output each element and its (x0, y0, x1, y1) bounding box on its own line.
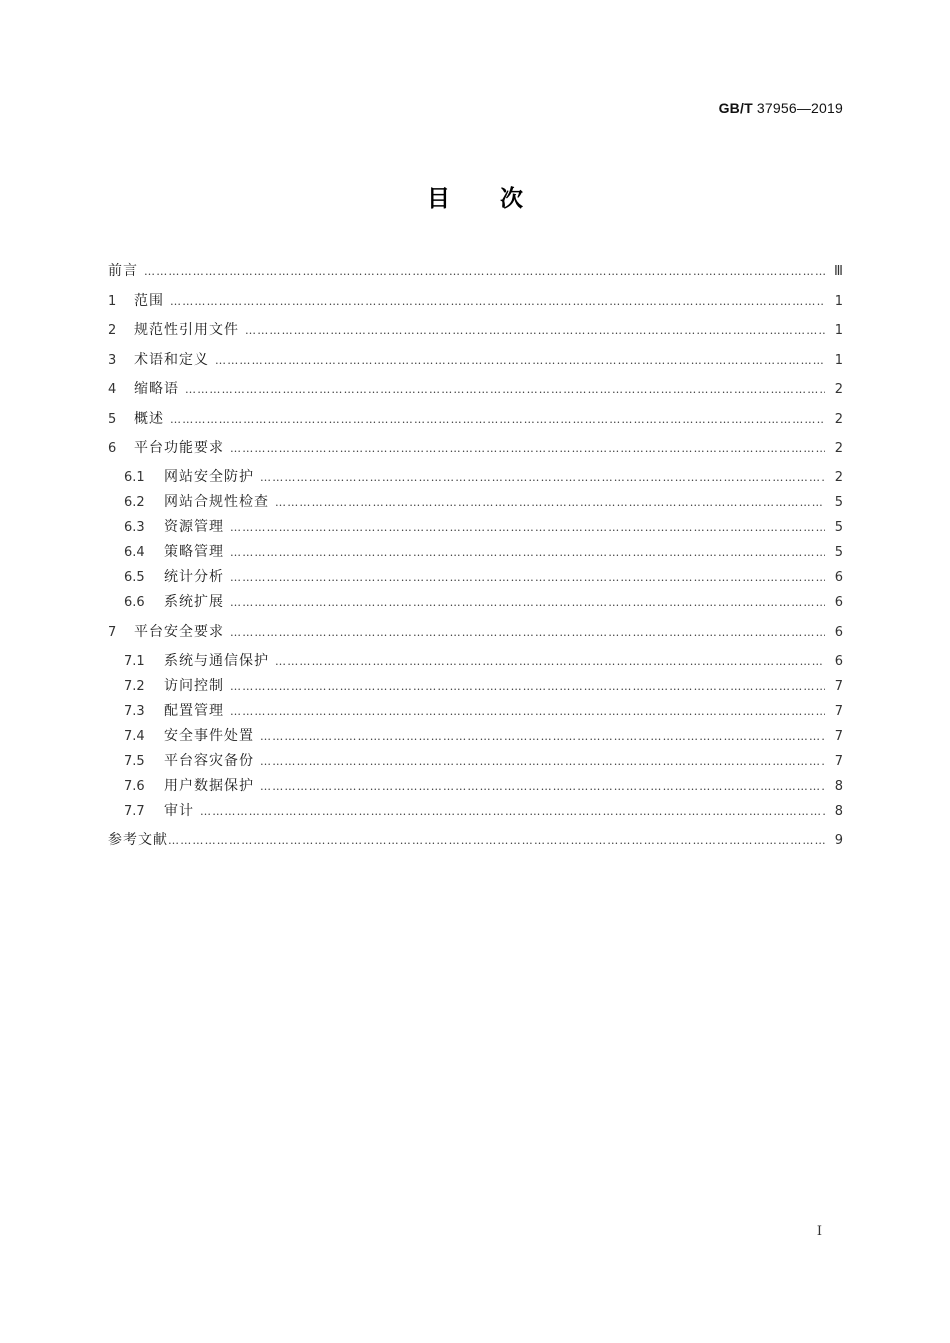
toc-entry-label: 网站合规性检查 (164, 494, 269, 510)
toc-entry-label: 参考文献 (108, 832, 168, 848)
toc-entry-7[interactable] (108, 622, 843, 642)
dot-leader (215, 351, 825, 371)
dot-leader (260, 468, 825, 488)
toc-entry-label: 规范性引用文件 (134, 322, 239, 338)
toc-entry-number: 6.2 (124, 495, 145, 510)
dot-leader (230, 568, 825, 588)
toc-entry-6-6[interactable] (124, 592, 843, 612)
toc-entry-2[interactable] (108, 320, 843, 340)
standard-prefix: GB/T (718, 100, 753, 116)
dot-leader (230, 677, 825, 697)
toc-entry-label: 概述 (134, 411, 164, 427)
toc-entry-7-6[interactable] (124, 776, 843, 796)
toc-entry-label: 审计 (164, 803, 194, 819)
toc-entry-label: 系统扩展 (164, 594, 224, 610)
toc-entry-label: 缩略语 (134, 381, 179, 397)
toc-entry-page: 8 (834, 804, 843, 819)
toc-entry-label: 资源管理 (164, 519, 224, 535)
toc-entry-6-4[interactable] (124, 542, 843, 562)
toc-entry-page: 1 (834, 294, 843, 309)
toc-entry-number: 5 (108, 412, 117, 427)
toc-entry-page: 1 (834, 353, 843, 368)
toc-entry-bibliography[interactable] (108, 830, 843, 850)
toc-entry-number: 7 (108, 625, 117, 640)
toc-entry-page: 5 (834, 545, 843, 560)
toc-entry-page: Ⅲ (834, 264, 843, 279)
toc-entry-page: 6 (834, 654, 843, 669)
dot-leader (170, 410, 825, 430)
toc-entry-4[interactable] (108, 379, 843, 399)
dot-leader (200, 802, 825, 822)
dot-leader (260, 777, 825, 797)
toc-entry-page: 6 (834, 595, 843, 610)
toc-entry-number: 7.7 (124, 804, 145, 819)
toc-entry-number: 2 (108, 323, 117, 338)
dot-leader (230, 623, 825, 643)
toc-entry-label: 访问控制 (164, 678, 224, 694)
toc-entry-3[interactable] (108, 350, 843, 370)
dot-leader (245, 321, 825, 341)
toc-entry-7-4[interactable] (124, 726, 843, 746)
toc-entry-number: 6.1 (124, 470, 145, 485)
page-title: 目次 (427, 186, 573, 212)
toc-entry-6-3[interactable] (124, 517, 843, 537)
dot-leader (144, 262, 825, 282)
toc-entry-6-1[interactable] (124, 467, 843, 487)
toc-entry-page: 9 (834, 833, 843, 848)
dot-leader (275, 652, 825, 672)
toc-entry-number: 7.5 (124, 754, 145, 769)
toc-entry-number: 7.1 (124, 654, 145, 669)
toc-entry-page: 2 (834, 412, 843, 427)
toc-entry-label: 平台安全要求 (134, 624, 224, 640)
toc-entry-number: 7.3 (124, 704, 145, 719)
toc-entry-7-3[interactable] (124, 701, 843, 721)
toc-entry-7-7[interactable] (124, 801, 843, 821)
toc-entry-page: 7 (834, 679, 843, 694)
toc-entry-label: 平台功能要求 (134, 440, 224, 456)
toc-entry-number: 1 (108, 294, 117, 309)
toc-entry-page: 2 (834, 470, 843, 485)
toc-entry-number: 7.4 (124, 729, 145, 744)
toc-entry-label: 系统与通信保护 (164, 653, 269, 669)
toc-entry-5[interactable] (108, 409, 843, 429)
toc-entry-number: 6.5 (124, 570, 145, 585)
toc-entry-number: 6.3 (124, 520, 145, 535)
dot-leader (275, 493, 825, 513)
toc-entry-page: 7 (834, 704, 843, 719)
dot-leader (230, 702, 825, 722)
toc-entry-number: 6.6 (124, 595, 145, 610)
toc-entry-foreword[interactable] (108, 261, 843, 281)
toc-entry-7-2[interactable] (124, 676, 843, 696)
toc-entry-page: 1 (834, 323, 843, 338)
toc-entry-1[interactable] (108, 291, 843, 311)
toc-entry-number: 7.6 (124, 779, 145, 794)
toc-entry-page: 5 (834, 520, 843, 535)
toc-entry-6-5[interactable] (124, 567, 843, 587)
dot-leader (260, 727, 825, 747)
toc-entry-page: 2 (834, 382, 843, 397)
toc-entry-page: 6 (834, 570, 843, 585)
toc-entry-number: 3 (108, 353, 117, 368)
toc-entry-number: 4 (108, 382, 117, 397)
toc-entry-6[interactable] (108, 438, 843, 458)
toc-entry-label: 配置管理 (164, 703, 224, 719)
toc-entry-number: 7.2 (124, 679, 145, 694)
toc-entry-label: 安全事件处置 (164, 728, 254, 744)
toc-entry-7-1[interactable] (124, 651, 843, 671)
dot-leader (230, 439, 825, 459)
toc-entry-label: 策略管理 (164, 544, 224, 560)
toc-entry-page: 8 (834, 779, 843, 794)
toc-entry-number: 6 (108, 441, 117, 456)
toc-entry-label: 用户数据保护 (164, 778, 254, 794)
toc-entry-6-2[interactable] (124, 492, 843, 512)
dot-leader (230, 543, 825, 563)
toc-entry-page: 7 (834, 754, 843, 769)
toc-entry-number: 6.4 (124, 545, 145, 560)
dot-leader (185, 380, 825, 400)
dot-leader (230, 593, 825, 613)
dot-leader (230, 518, 825, 538)
toc-entry-page: 6 (834, 625, 843, 640)
page-number: I (816, 1224, 822, 1239)
dot-leader (168, 831, 825, 851)
toc-entry-label: 术语和定义 (134, 352, 209, 368)
toc-entry-page: 7 (834, 729, 843, 744)
dot-leader (170, 292, 825, 312)
toc-entry-page: 5 (834, 495, 843, 510)
toc-entry-label: 网站安全防护 (164, 469, 254, 485)
toc-entry-7-5[interactable] (124, 751, 843, 771)
toc-entry-label: 范围 (134, 293, 164, 309)
standard-number: 37956—2019 (756, 100, 843, 116)
toc-entry-page: 2 (834, 441, 843, 456)
toc-entry-label: 平台容灾备份 (164, 753, 254, 769)
dot-leader (260, 752, 825, 772)
toc-entry-label: 前言 (108, 263, 138, 279)
toc-entry-label: 统计分析 (164, 569, 224, 585)
